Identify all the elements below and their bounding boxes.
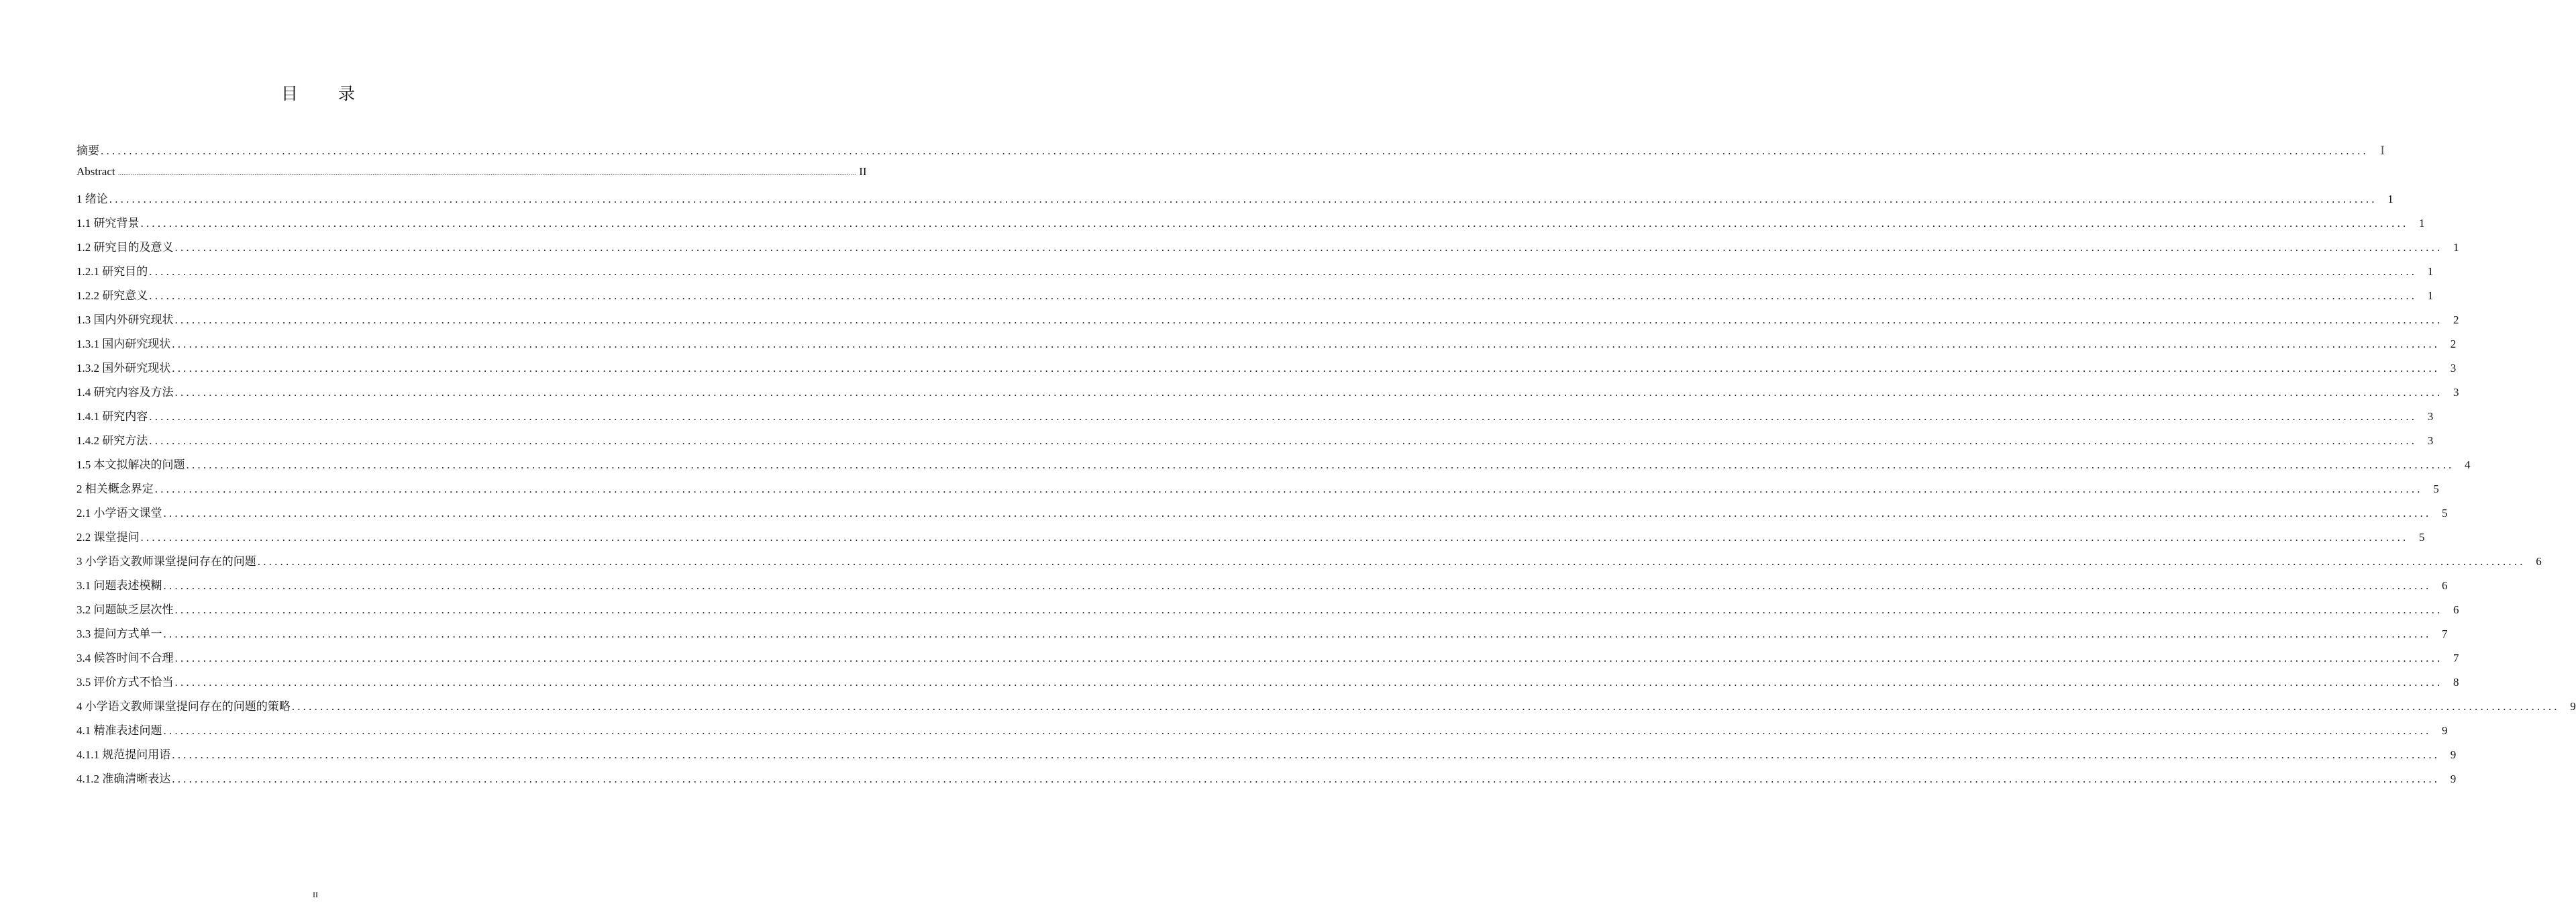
toc-entry-page: 6	[2453, 603, 2459, 616]
toc-entry-page: 5	[2419, 531, 2425, 544]
toc-entry-label: 1.2.2 研究意义	[76, 289, 148, 302]
dot-leader: ................................................................................................................................................................................................................................................................................................................................................................................................................	[154, 483, 2423, 495]
toc-entry-label: 摘要	[76, 144, 99, 157]
toc-entry-label: 1.1 研究背景	[76, 217, 140, 230]
toc-entry[interactable]	[76, 745, 2457, 769]
toc-entry[interactable]	[76, 213, 2425, 238]
toc-entry[interactable]	[76, 407, 2434, 431]
toc-entry-page: Ⅰ	[2380, 144, 2385, 157]
toc-entry-page: 6	[2536, 555, 2542, 568]
page-title: 目 录	[281, 84, 372, 103]
toc-entry-page: 9	[2442, 724, 2448, 737]
toc-entry-page: 1	[2453, 241, 2459, 254]
dot-leader: ................................................................................................................................................................................................................................................................................................................................................................................................................	[109, 193, 2377, 205]
toc-entry-label: 3.5 评价方式不恰当	[76, 676, 174, 689]
toc-entry-label: 1 绪论	[76, 193, 108, 205]
dot-leader: ................................................................................................................................................................................................................................................................................................................................................................................................................	[149, 289, 2418, 302]
dot-leader: ................................................................................................................................................................................................................................................................................................................................................................................................................	[174, 241, 2443, 254]
dot-leader: ................................................................................................................................................................................................................................................................................................................................................................................................................	[172, 748, 2440, 761]
page-number-footer: II	[313, 890, 318, 899]
toc-entry[interactable]	[76, 310, 2459, 334]
dot-leader: ................................................................................................................................................................................................................................................................................................................................................................................................................	[163, 724, 2432, 737]
toc-entry[interactable]	[76, 672, 2459, 697]
toc-entry[interactable]	[76, 262, 2434, 286]
toc-entry[interactable]	[76, 576, 2448, 600]
dot-leader: ................................................................................................................................................................................................................................................................................................................................................................................................................	[186, 458, 2455, 471]
toc-entry-page: 9	[2450, 748, 2457, 761]
toc-entry-page: 7	[2442, 628, 2448, 640]
toc-entry-page: 1	[2419, 217, 2425, 230]
toc-entry-page: 3	[2450, 362, 2457, 374]
dot-leader: ................................................................................................................................................................................................................................................................................................................................................................................................................	[291, 700, 2560, 713]
toc-entry-page: 7	[2453, 652, 2459, 664]
toc-entry[interactable]	[76, 141, 2385, 165]
dot-leader: ................................................................................................................................................................................................................................................................................................................................................................................................................	[117, 169, 856, 177]
toc-entry-page: 1	[2387, 193, 2393, 205]
toc-entry-page: 1	[2427, 265, 2434, 278]
dot-leader: ................................................................................................................................................................................................................................................................................................................................................................................................................	[163, 628, 2432, 640]
dot-leader: ................................................................................................................................................................................................................................................................................................................................................................................................................	[172, 362, 2440, 374]
toc-entry-page: 3	[2453, 386, 2459, 399]
toc-entry-page: 2	[2453, 313, 2459, 326]
dot-leader: ................................................................................................................................................................................................................................................................................................................................................................................................................	[163, 579, 2432, 592]
toc-entry-page: 9	[2450, 772, 2457, 785]
dot-leader: ................................................................................................................................................................................................................................................................................................................................................................................................................	[140, 217, 2409, 230]
toc-entry[interactable]	[76, 721, 2448, 745]
toc-entry-label: 1.2.1 研究目的	[76, 265, 148, 278]
toc-entry[interactable]	[76, 503, 2448, 528]
toc-entry-label: 2.1 小学语文课堂	[76, 507, 162, 519]
toc-entry-label: 4.1.2 准确清晰表达	[76, 772, 171, 785]
toc-entry-label: 4.1 精准表述问题	[76, 724, 162, 737]
toc-entry-label: 3.1 问题表述模糊	[76, 579, 162, 592]
toc-entry[interactable]	[76, 648, 2459, 672]
toc-entry-page: 4	[2465, 458, 2471, 471]
toc-entry[interactable]	[76, 624, 2448, 648]
toc-entry-label: Abstract	[76, 165, 115, 178]
toc-entry-label: 4.1.1 规范提问用语	[76, 748, 171, 761]
toc-entry-label: 1.4.1 研究内容	[76, 410, 148, 423]
dot-leader: ................................................................................................................................................................................................................................................................................................................................................................................................................	[149, 410, 2418, 423]
toc-entry-page: 5	[2433, 483, 2439, 495]
dot-leader: ................................................................................................................................................................................................................................................................................................................................................................................................................	[140, 531, 2409, 544]
dot-leader: ................................................................................................................................................................................................................................................................................................................................................................................................................	[174, 676, 2443, 689]
toc-entry[interactable]	[76, 552, 2542, 576]
dot-leader: ................................................................................................................................................................................................................................................................................................................................................................................................................	[174, 652, 2443, 664]
toc-entry[interactable]	[76, 286, 2434, 310]
toc-entry-label: 1.3 国内外研究现状	[76, 313, 174, 326]
toc-entry-label: 4 小学语文教师课堂提问存在的问题的策略	[76, 700, 291, 713]
toc-entry-label: 1.3.1 国内研究现状	[76, 338, 171, 350]
toc-entry-page: 8	[2453, 676, 2459, 689]
toc-entry[interactable]	[76, 358, 2457, 383]
dot-leader: ................................................................................................................................................................................................................................................................................................................................................................................................................	[149, 265, 2418, 278]
toc-entry[interactable]	[76, 383, 2459, 407]
dot-leader: ................................................................................................................................................................................................................................................................................................................................................................................................................	[174, 313, 2443, 326]
toc-entry[interactable]	[76, 334, 2457, 358]
toc-entry-label: 3 小学语文教师课堂提问存在的问题	[76, 555, 256, 568]
dot-leader: ................................................................................................................................................................................................................................................................................................................................................................................................................	[149, 434, 2418, 447]
toc-entry[interactable]	[76, 165, 867, 189]
toc-entry-page: 9	[2570, 700, 2576, 713]
toc-entry-page: 6	[2442, 579, 2448, 592]
toc-entry[interactable]	[76, 528, 2425, 552]
dot-leader: ................................................................................................................................................................................................................................................................................................................................................................................................................	[101, 144, 2369, 157]
toc-entry[interactable]	[76, 479, 2439, 503]
toc-entry-page: 3	[2427, 434, 2434, 447]
dot-leader: ................................................................................................................................................................................................................................................................................................................................................................................................................	[257, 555, 2526, 568]
toc-entry-page: 1	[2427, 289, 2434, 302]
toc-entry[interactable]	[76, 189, 2393, 213]
toc-entry-label: 2 相关概念界定	[76, 483, 154, 495]
table-of-contents	[76, 141, 2576, 793]
toc-entry[interactable]	[76, 238, 2459, 262]
toc-entry-label: 3.3 提问方式单一	[76, 628, 162, 640]
toc-entry[interactable]	[76, 697, 2576, 721]
toc-entry[interactable]	[76, 455, 2471, 479]
toc-entry[interactable]	[76, 769, 2457, 793]
toc-entry-page: 3	[2427, 410, 2434, 423]
toc-entry-label: 1.5 本文拟解决的问题	[76, 458, 185, 471]
toc-entry-label: 3.4 候答时间不合理	[76, 652, 174, 664]
dot-leader: ................................................................................................................................................................................................................................................................................................................................................................................................................	[163, 507, 2432, 519]
dot-leader: ................................................................................................................................................................................................................................................................................................................................................................................................................	[174, 386, 2443, 399]
dot-leader: ................................................................................................................................................................................................................................................................................................................................................................................................................	[174, 603, 2443, 616]
toc-entry-page: 5	[2442, 507, 2448, 519]
toc-entry-page: II	[859, 165, 867, 178]
toc-entry-label: 1.2 研究目的及意义	[76, 241, 174, 254]
toc-entry-label: 1.4 研究内容及方法	[76, 386, 174, 399]
dot-leader: ................................................................................................................................................................................................................................................................................................................................................................................................................	[172, 338, 2440, 350]
toc-entry[interactable]	[76, 431, 2434, 455]
toc-entry-page: 2	[2450, 338, 2457, 350]
dot-leader: ................................................................................................................................................................................................................................................................................................................................................................................................................	[172, 772, 2440, 785]
toc-entry-label: 3.2 问题缺乏层次性	[76, 603, 174, 616]
toc-entry[interactable]	[76, 600, 2459, 624]
toc-entry-label: 1.4.2 研究方法	[76, 434, 148, 447]
toc-entry-label: 2.2 课堂提问	[76, 531, 140, 544]
toc-entry-label: 1.3.2 国外研究现状	[76, 362, 171, 374]
